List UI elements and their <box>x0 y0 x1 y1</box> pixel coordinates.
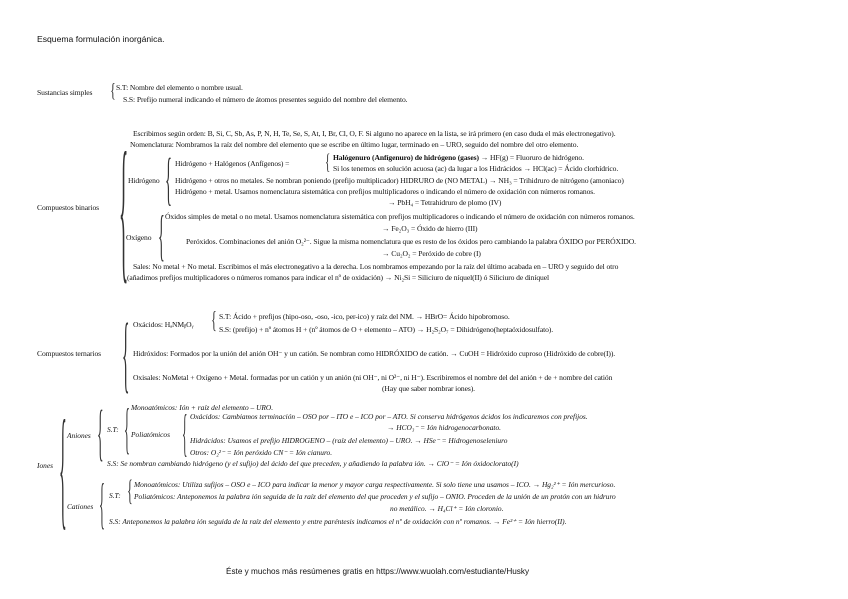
brace-icon: { <box>325 149 331 174</box>
halogenuro-bold: Halógenuro (Anfígenuro) de hidrógeno (gases) <box>333 153 479 162</box>
brace-icon: { <box>165 146 172 211</box>
brace-icon: { <box>124 398 130 460</box>
brace-icon: { <box>59 393 67 541</box>
brace-icon: { <box>122 305 130 401</box>
hidrogeno-halogenos-gas <box>333 153 584 162</box>
cationes-st-label: S.T: <box>109 491 121 500</box>
oxigeno-oxidos-ejemplo: → Fe₂O₃ = Óxido de hierro (III) <box>382 224 478 233</box>
sustancias-simples-st: S.T: Nombre del elemento o nombre usual. <box>116 83 243 92</box>
hidroxidos: Hidróxidos: Formados por la unión del anión OH⁻ y un catión. Se nombran como HIDRÓXIDO de catión. → CuOH = Hidróxido cuproso (Hidróxido de cobre(I)). <box>133 349 616 358</box>
hidrogeno-no-metales: Hidrógeno + otros no metales. Se nombran poniendo (prefijo multiplicador) HIDRURO de (NO METAL) → NH₃ = Trihidruro de nitrógeno (amoniaco) <box>175 176 624 185</box>
binarios-orden: Escribimos según orden: B, Si, C, Sb, As, P, N, H, Te, Se, S, At, I, Br, Cl, O, F. Si alguno no aparece en la lista, se irá primero (en caso duda el más electronegativo). <box>133 129 616 138</box>
aniones-monoatomicos: Monoatómicos: Ión + raíz del elemento – URO. <box>131 403 274 412</box>
halogenuro-ejemplo: → HF(g) = Fluoruro de hidrógeno. <box>480 153 584 162</box>
cationes-monoatomicos: Monoatómicos: Utiliza sufijos – OSO e – ICO para indicar la menor y mayor carga respectivamente. Si solo tiene una usamos – ICO. → Hg₂²⁺ = Ión mercurioso. <box>134 480 616 489</box>
brace-icon: { <box>99 473 105 535</box>
brace-icon: { <box>110 80 116 102</box>
aniones-ss: S.S: Se nombran cambiando hidrógeno (y el sufijo) del ácido del que preceden, y añadiendo la palabra ión. → ClO⁻ = Ión óxidoclorato(I) <box>107 459 519 468</box>
aniones-label: Aniones <box>67 431 91 440</box>
brace-icon: { <box>182 405 188 462</box>
hidrogeno-halogenos-acuosa: Si los tenemos en solución acuosa (ac) da lugar a los Hidrácidos → HCl(ac) = Ácido clorhídrico. <box>333 164 619 173</box>
oxigeno-peroxidos: Peróxidos. Combinaciones del anión O₂²⁻. Sigue la misma nomenclatura que es resto de los óxidos pero cambiando la palabra ÓXIDO por PERÓXIDO. <box>186 237 636 246</box>
oxigeno-oxidos: Óxidos simples de metal o no metal. Usamos nomenclatura sistemática con prefijos multiplicadores o indicando el número de oxidación con números romanos. <box>165 212 635 221</box>
binarios-nomenclatura: Nomenclatura: Nombramos la raíz del nombre del elemento que se escribe en último lugar, terminado en – URO, seguido del nombre del otro elemento. <box>130 140 579 149</box>
cationes-poliatomicos: Poliatómicos: Anteponemos la palabra ión seguida de la raíz del elemento del que proceden y el sufijo – ONIO. Proceden de la unión de un protón con un hidruro <box>134 492 616 501</box>
brace-icon: { <box>119 119 129 297</box>
brace-icon: { <box>97 399 104 467</box>
oxacidos-st: S.T: Ácido + prefijos (hipo-oso, -oso, -ico, per-ico) y raíz del NM. → HBrO= Ácido hipobromoso. <box>219 312 510 321</box>
cationes-ss: S.S: Anteponemos la palabra ión seguida de la raíz del elemento y entre paréntesis indicamos el nº de oxidación con nº romanos. → Fe²⁺ = Ión hierro(II). <box>109 517 567 526</box>
hidrogeno-halogenos-label: Hidrógeno + Halógenos (Anfígenos) = <box>175 159 290 168</box>
oxisales: Oxisales: NoMetal + Oxígeno + Metal. formadas por un catión y un anión (ni OH⁻, ni O²⁻, ni H⁻). Escribiremos el nombre del del anión + de + nombre del catión <box>133 373 613 382</box>
hidrogeno-metal-ejemplo: → PbH₄ = Tetrahidruro de plomo (IV) <box>388 198 502 207</box>
aniones-hidracidos: Hidrácidos: Usamos el prefijo HIDROGENO – (raíz del elemento) – URO. → HSe⁻ = Hidrogenoseleniuro <box>190 436 508 445</box>
brace-icon: { <box>158 205 165 267</box>
binarios-sales: Sales: No metal + No metal. Escribimos el más electronegativo a la derecha. Los nombramos empezando por la raíz del último acabada en – URO y seguido del otro <box>133 262 619 271</box>
sustancias-simples-label: Sustancias simples <box>37 88 93 97</box>
sustancias-simples-ss: S.S: Prefijo numeral indicando el número de átomos presentes seguido del nombre del elemento. <box>123 95 408 104</box>
brace-icon: { <box>211 308 217 334</box>
aniones-otros: Otros: O₂²⁻ = Ión peróxido CN⁻ = Ión cianuro. <box>190 448 333 457</box>
aniones-st-label: S.T: <box>107 425 119 434</box>
footer-link[interactable]: Éste y muchos más resúmenes gratis en https://www.wuolah.com/estudiante/Husky <box>226 567 530 576</box>
ternarios-label: Compuestos ternarios <box>37 349 102 358</box>
iones-label: Iones <box>37 461 54 470</box>
cationes-label: Cationes <box>67 502 94 511</box>
oxacidos-label: Oxácidos: HₐNMᵦOᵧ <box>133 320 194 329</box>
oxisales-2: (Hay que saber nombrar iones). <box>382 384 475 393</box>
hidrogeno-metal: Hidrógeno + metal. Usamos nomenclatura sistemática con prefijos multiplicadores o indicando el número de oxidación con números romanos. <box>175 187 595 196</box>
aniones-poliatomicos-label: Poliatómicos <box>131 430 171 439</box>
binarios-label: Compuestos binarios <box>37 203 100 212</box>
cationes-poliatomicos-2: no metálico. → H₄Cl⁺ = Ión cloronio. <box>390 504 504 513</box>
binarios-sales-2: (añadimos prefijos multiplicadores o números romanos para indicar el nº de oxidación) → Ni₂Si = Siliciuro de níquel(II) ó Siliciuro de diníquel <box>127 273 550 282</box>
hidrogeno-label: Hidrógeno <box>128 176 160 185</box>
oxigeno-label: Oxígeno <box>126 233 152 242</box>
aniones-oxoaniones-ejemplo: → HCO₃⁻ = Ión hidrogenocarbonato. <box>387 423 502 432</box>
page-title: Esquema formulación inorgánica. <box>37 34 165 44</box>
brace-icon: { <box>127 474 133 507</box>
aniones-oxoaniones: Oxácidos: Cambiamos terminación – OSO por – ITO e – ICO por – ATO. Si conserva hidrógenos ácidos los indicaremos con prefijos. <box>190 412 588 421</box>
oxigeno-peroxidos-ejemplo: → Cu₂O₂ = Peróxido de cobre (I) <box>382 249 481 258</box>
oxacidos-ss: S.S: (prefijo) + nº átomos H + (nº átomos de O + elemento – ATO) → H₂S₂O₇ = Dihidrógeno(heptaóxidosulfato). <box>219 325 554 334</box>
